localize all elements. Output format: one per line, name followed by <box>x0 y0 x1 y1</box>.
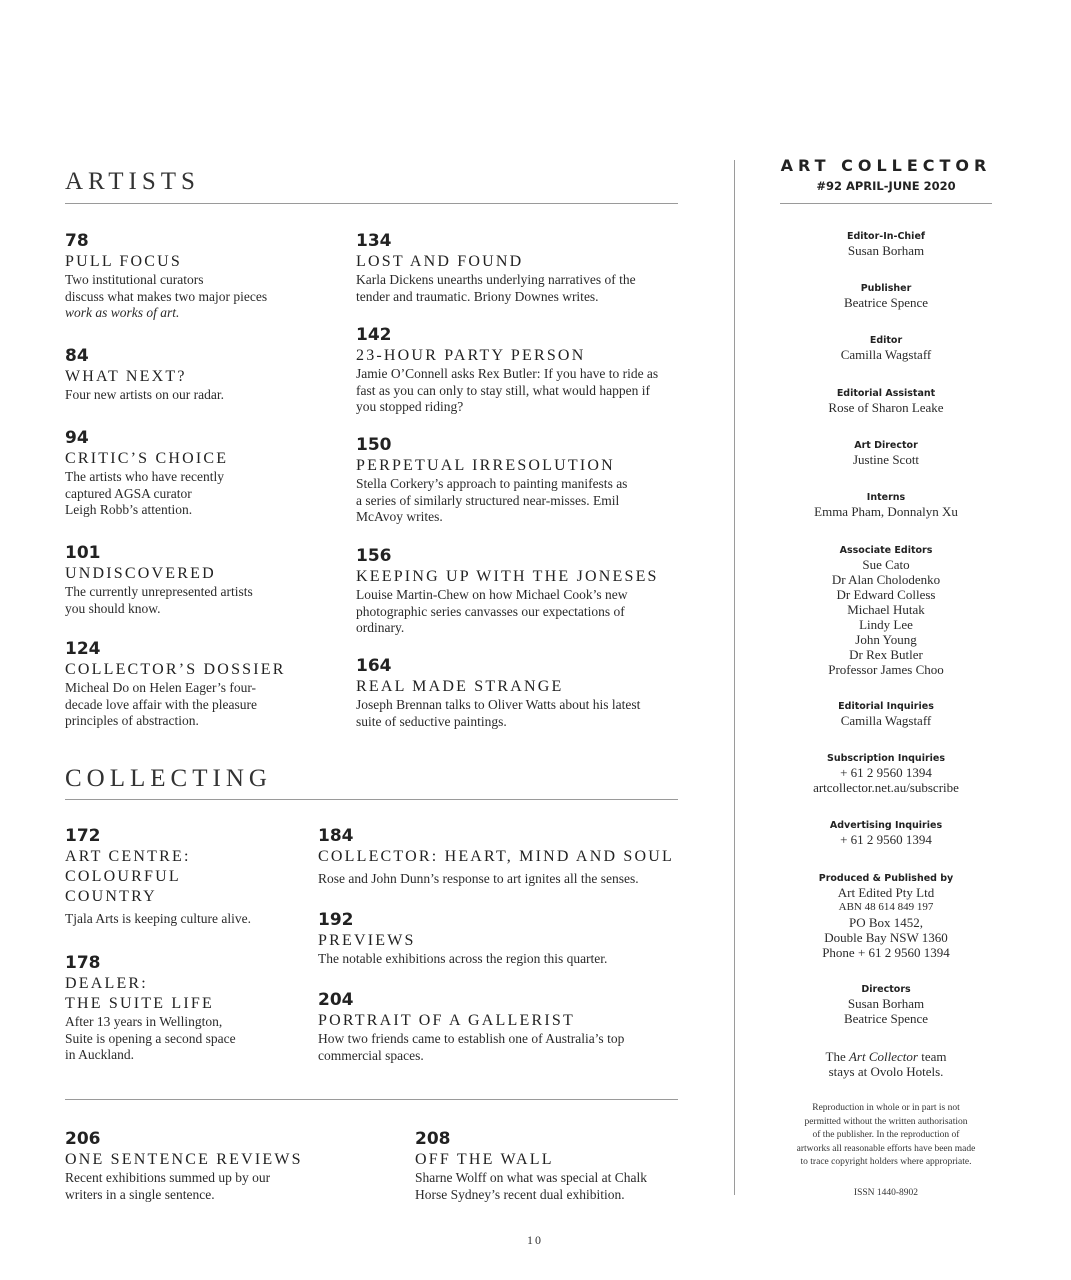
credit-advertising-inquiries: Advertising Inquiries + 61 2 9560 1394 <box>829 820 943 847</box>
entry-description: After 13 years in Wellington, Suite is opening a second space in Auckland. <box>65 1014 236 1062</box>
toc-entry-94[interactable] <box>65 428 325 519</box>
entry-title: KEEPING UP WITH THE JONESES <box>356 568 659 585</box>
entry-title: PULL FOCUS <box>65 253 182 270</box>
toc-entry-206[interactable] <box>65 1129 385 1203</box>
entry-description: Recent exhibitions summed up by our writers in a single sentence. <box>65 1170 271 1202</box>
toc-entry-134[interactable] <box>356 231 686 305</box>
credit-editor-in-chief: Editor-In-Chief Susan Borham <box>846 231 926 258</box>
entry-page-number: 94 <box>65 428 89 448</box>
entry-description: Rose and John Dunn’s response to art ignites all the senses. <box>318 871 639 886</box>
entry-page-number: 208 <box>415 1129 451 1149</box>
entry-title: PERPETUAL IRRESOLUTION <box>356 457 615 474</box>
masthead-title: ART COLLECTOR <box>780 156 992 175</box>
entry-page-number: 156 <box>356 546 392 566</box>
toc-entry-172[interactable] <box>65 826 305 928</box>
toc-entry-192[interactable] <box>318 910 688 968</box>
issn: ISSN 1440-8902 <box>853 1188 919 1198</box>
entry-description: Louise Martin-Chew on how Michael Cook’s new photographic series canvasses our expectations of ordinary. <box>356 587 628 635</box>
entry-description: Karla Dickens unearths underlying narratives of the tender and traumatic. Briony Downes writes. <box>356 272 636 304</box>
entry-description: Joseph Brennan talks to Oliver Watts about his latest suite of seductive paintings. <box>356 697 641 729</box>
entry-title: CRITIC’S CHOICE <box>65 450 229 467</box>
entry-page-number: 164 <box>356 656 392 676</box>
toc-entry-124[interactable] <box>65 639 325 730</box>
entry-description: Sharne Wolff on what was special at Chalk Horse Sydney’s recent dual exhibition. <box>415 1170 647 1202</box>
entry-page-number: 134 <box>356 231 392 251</box>
entry-page-number: 192 <box>318 910 354 930</box>
toc-entry-101[interactable] <box>65 543 325 617</box>
credit-produced-published: Produced & Published by Art Edited Pty Ltd ABN 48 614 849 197 PO Box 1452, Double Bay NSW 1360 Phone + 61 2 9560 1394 <box>818 873 954 960</box>
entry-page-number: 124 <box>65 639 101 659</box>
entry-title: COLLECTOR: HEART, MIND AND SOUL <box>318 848 674 865</box>
entry-description: Jamie O’Connell asks Rex Butler: If you have to ride as fast as you can only to stay still, what would happen if you stopped riding? <box>356 366 659 414</box>
toc-entry-150[interactable] <box>356 435 686 526</box>
credit-editorial-inquiries: Editorial Inquiries Camilla Wagstaff <box>838 701 934 728</box>
masthead-issue: #92 APRIL-JUNE 2020 <box>816 179 956 193</box>
toc-entry-204[interactable] <box>318 990 688 1064</box>
entry-description: Stella Corkery’s approach to painting manifests as a series of similarly structured near-misses. Emil McAvoy writes. <box>356 476 628 524</box>
entry-page-number: 172 <box>65 826 101 846</box>
toc-entry-78[interactable] <box>65 231 325 322</box>
masthead <box>780 156 992 204</box>
entry-page-number: 84 <box>65 346 89 366</box>
entry-page-number: 204 <box>318 990 354 1010</box>
credit-editorial-assistant: Editorial Assistant Rose of Sharon Leake <box>828 388 944 415</box>
toc-entry-84[interactable] <box>65 346 325 404</box>
bottom-divider <box>65 1099 678 1100</box>
entry-title: DEALER: THE SUITE LIFE <box>65 975 215 1012</box>
entry-page-number: 78 <box>65 231 89 251</box>
subscribe-link[interactable]: artcollector.net.au/subscribe <box>813 780 959 795</box>
toc-entry-142[interactable] <box>356 325 686 416</box>
entry-page-number: 150 <box>356 435 392 455</box>
entry-description: Four new artists on our radar. <box>65 387 224 402</box>
credit-subscription-inquiries: Subscription Inquiries + 61 2 9560 1394 artcollector.net.au/subscribe <box>780 753 992 795</box>
entry-title: LOST AND FOUND <box>356 253 524 270</box>
entry-page-number: 206 <box>65 1129 101 1149</box>
entry-page-number: 178 <box>65 953 101 973</box>
credit-interns: Interns Emma Pham, Donnalyn Xu <box>814 492 958 519</box>
toc-entry-178[interactable] <box>65 953 305 1064</box>
entry-description: Tjala Arts is keeping culture alive. <box>65 911 251 926</box>
toc-entry-164[interactable] <box>356 656 686 730</box>
entry-page-number: 142 <box>356 325 392 345</box>
entry-title: REAL MADE STRANGE <box>356 678 564 695</box>
page-number: 10 <box>527 1233 543 1247</box>
toc-entry-156[interactable] <box>356 546 686 637</box>
column-divider <box>734 160 735 1195</box>
entry-description: Two institutional curators discuss what makes two major pieces work as works of art. <box>65 272 268 320</box>
toc-entry-184[interactable] <box>318 826 688 888</box>
entry-title: 23-HOUR PARTY PERSON <box>356 347 586 364</box>
collecting-heading: COLLECTING <box>65 765 272 792</box>
entry-description: The currently unrepresented artists you should know. <box>65 584 253 616</box>
artists-heading: ARTISTS <box>65 168 200 195</box>
entry-description: The artists who have recently captured AGSA curator Leigh Robb’s attention. <box>65 469 224 517</box>
toc-entry-208[interactable] <box>415 1129 715 1203</box>
entry-title: PORTRAIT OF A GALLERIST <box>318 1012 575 1029</box>
credit-associate-editors: Associate Editors Sue Cato Dr Alan Cholodenko Dr Edward Colless Michael Hutak Lindy Lee John Young Dr Rex Butler Professor James Choo <box>828 545 944 677</box>
credit-editor: Editor Camilla Wagstaff <box>840 335 932 362</box>
credit-art-director: Art Director Justine Scott <box>852 440 920 467</box>
hotel-note: The Art Collector team stays at Ovolo Hotels. <box>825 1049 947 1079</box>
entry-description: The notable exhibitions across the region this quarter. <box>318 951 608 966</box>
entry-page-number: 101 <box>65 543 101 563</box>
credit-directors: Directors Susan Borham Beatrice Spence <box>843 984 929 1026</box>
entry-description: Micheal Do on Helen Eager’s four- decade love affair with the pleasure principles of abstraction. <box>65 680 258 728</box>
entry-title: ART CENTRE: COLOURFUL COUNTRY <box>65 848 191 905</box>
credit-publisher: Publisher Beatrice Spence <box>843 283 929 310</box>
entry-title: UNDISCOVERED <box>65 565 216 582</box>
entry-title: OFF THE WALL <box>415 1151 554 1168</box>
entry-page-number: 184 <box>318 826 354 846</box>
artists-divider <box>65 203 678 204</box>
collecting-divider <box>65 799 678 800</box>
entry-description: How two friends came to establish one of Australia’s top commercial spaces. <box>318 1031 625 1063</box>
copyright-disclaimer: Reproduction in whole or in part is not permitted without the written authorisation of the publisher. In the reproduction of artworks all reasonable efforts have been made to trace copyright holders where appropriate. <box>796 1103 976 1167</box>
entry-title: WHAT NEXT? <box>65 368 187 385</box>
entry-title: COLLECTOR’S DOSSIER <box>65 661 286 678</box>
entry-title: PREVIEWS <box>318 932 416 949</box>
masthead-divider <box>780 203 992 204</box>
entry-title: ONE SENTENCE REVIEWS <box>65 1151 303 1168</box>
